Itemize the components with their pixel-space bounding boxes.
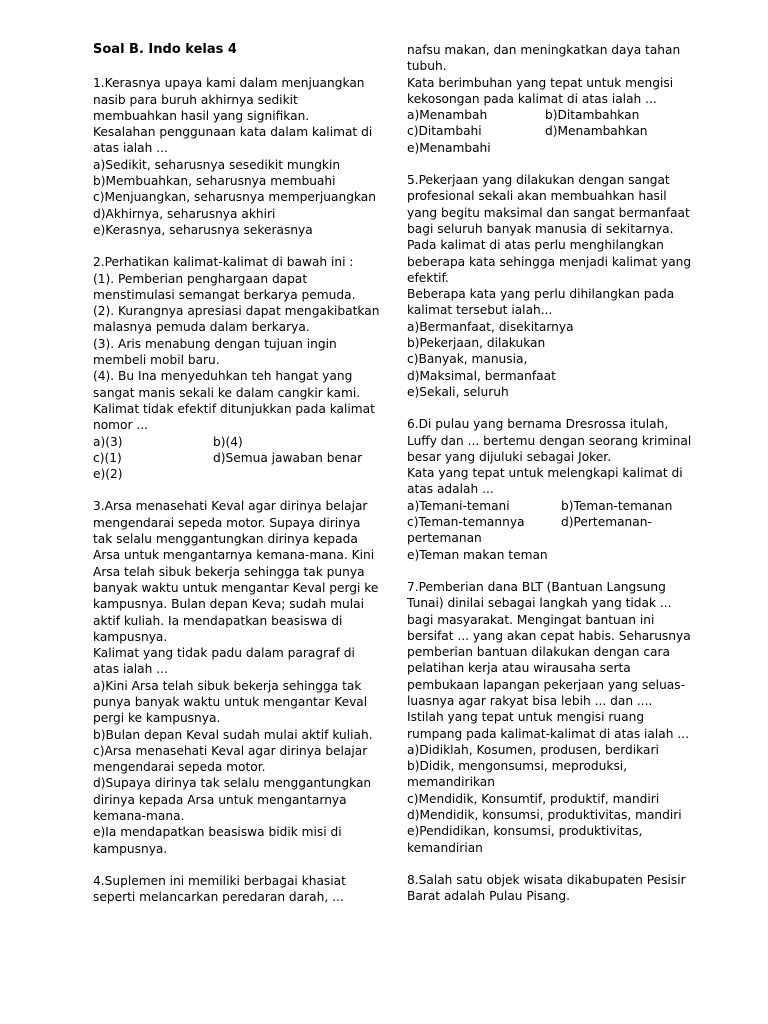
question-line: tubuh. [407,59,447,74]
question-line: atas ialah ... [93,141,168,156]
answer-option: mengendarai sepeda motor. [93,760,266,775]
answer-option: e)Pendidikan, konsumsi, produktivitas, [407,824,643,839]
answer-option: a)Kini Arsa telah sibuk bekerja sehingga tak [93,678,362,693]
answer-option: kemana-mana. [93,809,185,824]
question-line: 7.Pemberian dana BLT (Bantuan Langsung [407,579,666,594]
left-column [93,42,380,922]
question-line: pemberian bantuan dilakukan dengan cara [407,645,671,660]
question-line: bagi seluruh banyak manusia di sekitarnya. [407,221,674,236]
question-line: 2.Perhatikan kalimat-kalimat di bawah ini : [93,255,354,270]
question-line: (3). Aris menabung dengan tujuan ingin [93,336,337,351]
answer-option: c)(1) [93,450,122,465]
question-line: bersifat ... yang akan cepat habis. Seharusnya [407,628,691,643]
question-line: (2). Kurangnya apresiasi dapat mengakibatkan [93,304,380,319]
question-line: pelatihan kerja atau wirausaha serta [407,661,631,676]
answer-option: e)Menambahi [407,140,491,155]
question-line: Kalimat tidak efektif ditunjukkan pada kalimat [93,401,375,416]
question-3 [93,498,379,857]
question-line: atas ialah ... [93,662,168,677]
question-line: kampusnya. Bulan depan Keva; sudah mulai [93,597,364,612]
question-line: aktif kuliah. Ia mendapatkan beasiswa di [93,613,343,628]
answer-options [93,434,371,483]
answer-option: e)Kerasnya, seharusnya sekerasnya [93,222,313,237]
answer-option: memandirikan [407,775,495,790]
question-line: Tunai) dinilai sebagai langkah yang tidak ... [407,596,672,611]
question-7 [407,579,691,856]
question-8 [407,872,687,905]
question-line: Istilah yang tepat untuk mengisi ruang [407,710,645,725]
answer-option: c)Arsa menasehati Keval agar dirinya belajar [93,743,368,758]
answer-option: d)Akhirnya, seharusnya akhiri [93,206,276,221]
question-line: Kesalahan penggunaan kata dalam kalimat di [93,125,373,140]
question-line: pembukaan lapangan pekerjaan yang seluas- [407,677,686,692]
answer-option: b)Membuahkan, seharusnya membuahi [93,174,336,189]
question-line: beberapa kata sehingga menjadi kalimat yang [407,254,692,269]
question-line: kekosongan pada kalimat di atas ialah ... [407,91,657,106]
right-column [407,42,692,921]
question-line: profesional sekali akan membuahkan hasil [407,189,667,204]
question-line: membuahkan hasil yang signifikan. [93,108,310,123]
question-line: luasnya agar rakyat bisa lebih ... dan .... [407,693,653,708]
question-line: Beberapa kata yang perlu dihilangkan pada [407,287,675,302]
question-5 [407,172,692,400]
answer-option: c)Menjuangkan, seharusnya memperjuangkan [93,190,376,205]
answer-options [407,107,687,156]
answer-option: d)Supaya dirinya tak selalu menggantungkan [93,776,372,791]
question-line: 8.Salah satu objek wisata dikabupaten Pesisir [407,872,686,887]
question-line: efektif. [407,270,449,285]
question-line: banyak waktu untuk mengantar Keval pergi ke [93,580,379,595]
question-line: mengendarai sepeda motor. Supaya dirinya [93,515,361,530]
answer-option: b)Pekerjaan, dilakukan [407,336,546,351]
answer-option: kampusnya. [93,841,168,856]
answer-option: a)Menambah [407,108,488,123]
answer-option: c)Teman-temannya [407,515,525,530]
question-line: 5.Pekerjaan yang dilakukan dengan sangat [407,173,670,188]
question-line: bagi masyarakat. Mengingat bantuan ini [407,612,655,627]
answer-option: a)Didiklah, Kosumen, produsen, berdikari [407,742,659,757]
question-line: kampusnya. [93,629,168,644]
question-6 [407,416,692,563]
question-line: 6.Di pulau yang bernama Dresrossa itulah, [407,417,669,432]
answer-option: d)Semua jawaban benar [213,450,363,465]
answer-option: e)Sekali, seluruh [407,384,509,399]
question-line: seperti melancarkan peredaran darah, ... [93,890,344,905]
answer-option: a)Bermanfaat, disekitarnya [407,319,574,334]
answer-option: dirinya kepada Arsa untuk mengantarnya [93,792,347,807]
question-line: Arsa untuk mengantarnya kemana-mana. Kini [93,548,375,563]
question-line: 4.Suplemen ini memiliki berbagai khasiat [93,873,346,888]
question-line: Luffy dan ... bertemu dengan seorang kriminal [407,433,692,448]
question-4 [93,873,371,906]
question-line: Pada kalimat di atas perlu menghilangkan [407,238,664,253]
question-line: Kata yang tepat untuk melengkapi kalimat di [407,466,683,481]
question-line: Kata berimbuhan yang tepat untuk mengisi [407,75,674,90]
question-1 [93,75,376,238]
worksheet-title: Soal B. Indo kelas 4 [93,42,237,57]
answer-option: d)Pertemanan- [561,515,652,530]
question-line: kalimat tersebut ialah... [407,303,553,318]
answer-option: e)Teman makan teman [407,547,548,562]
question-line: sangat manis sekali ke dalam cangkir kami. [93,385,361,400]
question-line: menstimulasi semangat berkarya pemuda. [93,287,356,302]
answer-option: b)(4) [213,434,243,449]
question-line: nafsu makan, dan meningkatkan daya tahan [407,43,681,57]
question-line: membeli mobil baru. [93,353,220,368]
answer-option: d)Maksimal, bermanfaat [407,368,556,383]
answer-option: e)Ia mendapatkan beasiswa bidik misi di [93,825,342,840]
question-line: Arsa telah sibuk bekerja sehingga tak punya [93,564,365,579]
question-line: 3.Arsa menasehati Keval agar dirinya belajar [93,499,368,514]
question-2 [93,254,380,482]
question-line: (1). Pemberian penghargaan dapat [93,271,308,286]
answer-option: b)Didik, mengonsumsi, meproduksi, [407,759,628,774]
question-line: 1.Kerasnya upaya kami dalam menjuangkan [93,76,365,91]
question-4-continued [407,42,687,156]
question-line: yang begitu maksimal dan sangat bermanfaat [407,205,690,220]
answer-option: c)Mendidik, Konsumtif, produktif, mandiri [407,791,660,806]
answer-option: a)Sedikit, seharusnya sesedikit mungkin [93,157,341,172]
answer-options [407,498,687,531]
answer-option: e)(2) [93,467,123,482]
question-line: besar yang dijuluki sebagai Joker. [407,449,612,464]
answer-option: a)Temani-temani [407,498,510,513]
question-line: tak selalu menggantungkan dirinya kepada [93,532,358,547]
question-line: nasib para buruh akhirnya sedikit [93,92,298,107]
answer-option: c)Banyak, manusia, [407,352,528,367]
answer-option: b)Ditambahkan [545,108,640,123]
question-line: rumpang pada kalimat-kalimat di atas ialah ... [407,726,689,741]
answer-option: kemandirian [407,840,483,855]
question-line: atas adalah ... [407,482,494,497]
answer-option: b)Teman-temanan [561,498,673,513]
answer-option: a)(3) [93,434,123,449]
question-line: Kalimat yang tidak padu dalam paragraf di [93,646,355,661]
answer-option: c)Ditambahi [407,124,482,139]
answer-option: pertemanan [407,531,482,546]
answer-option: b)Bulan depan Keval sudah mulai aktif kuliah. [93,727,373,742]
answer-option: punya banyak waktu untuk mengantar Keval [93,694,368,709]
answer-option: d)Menambahkan [545,124,648,139]
question-line: malasnya pemuda dalam berkarya. [93,320,310,335]
answer-option: pergi ke kampusnya. [93,711,221,726]
answer-option: d)Mendidik, konsumsi, produktivitas, mandiri [407,808,682,823]
question-line: nomor ... [93,418,149,433]
question-line: (4). Bu Ina menyeduhkan teh hangat yang [93,369,353,384]
question-line: Barat adalah Pulau Pisang. [407,889,571,904]
